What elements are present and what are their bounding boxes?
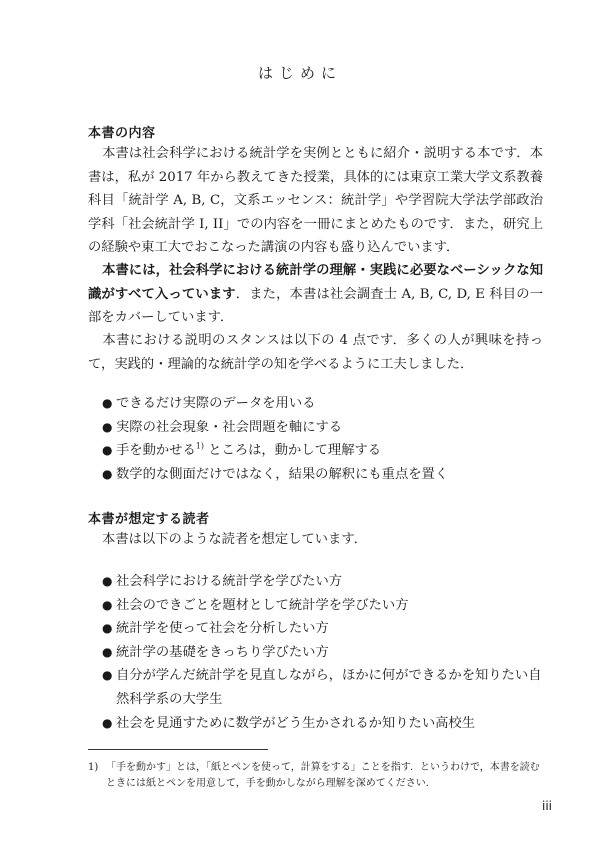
bullet-icon: ● — [102, 644, 113, 659]
paragraph-text: 本書は社会科学における統計学を実例とともに紹介・説明する本です．本書は，私が 2017 年から教えてきた授業，具体的には東京工業大学文系教養科目「統計学 A, B, C，文系エッセンス：統計学」や学習院大学法学部政治学科「社会統計学 I, II」での内容を一冊にまとめたものです．また，研究上の経験や東工大でおこなった講演の内容も盛り込んでいます． — [88, 146, 543, 256]
page-title: はじめに — [257, 64, 342, 82]
list-item: ● 統計学の基礎をきっちり学びたい方 — [102, 641, 542, 665]
readers-list — [102, 570, 542, 735]
bullet-icon: ● — [102, 419, 113, 434]
page-number: iii — [541, 799, 552, 813]
stance-list — [102, 392, 542, 486]
bullet-icon: ● — [102, 668, 113, 683]
footnote-number: 1) — [88, 762, 99, 773]
bullet-icon: ● — [102, 621, 113, 636]
paragraph-contents-1 — [88, 142, 543, 260]
paragraph-text: 本書は以下のような読者を想定しています． — [102, 532, 367, 547]
list-item: ● 社会を見通すために数学がどう生かされるか知りたい高校生 — [102, 712, 542, 736]
list-item: ● 統計学を使って社会を分析したい方 — [102, 617, 542, 641]
paragraph-text: 本書における説明のスタンスは以下の 4 点です．多くの人が興味を持って，実践的・理論的な統計学の知を学べるように工夫しました． — [88, 333, 543, 372]
footnote-reference[interactable]: 1) — [195, 441, 204, 451]
footnote-divider — [88, 749, 268, 750]
list-item: ● 実際の社会現象・社会問題を軸にする — [102, 416, 542, 440]
footnote-text: 「手を動かす」とは，「紙とペンを使って，計算をする」ことを指す．というわけで，本書を読むときには紙とペンを用意して，手を動かしながら理解を深めてください． — [106, 762, 540, 789]
section-heading-readers: 本書が想定する読者 — [88, 512, 210, 527]
emphasized-text: 本書には，社会科学における統計学の理解・実践に必要なベーシックな知識がすべて入っています — [88, 263, 543, 302]
paragraph-contents-2 — [88, 259, 543, 330]
list-item: ● 社会科学における統計学を学びたい方 — [102, 570, 542, 594]
bullet-icon: ● — [102, 715, 113, 730]
footnote — [88, 760, 543, 792]
bullet-icon: ● — [102, 396, 113, 410]
bullet-icon: ● — [102, 466, 113, 481]
paragraph-readers-1 — [88, 528, 543, 552]
paragraph-contents-3 — [88, 329, 543, 376]
section-heading-contents: 本書の内容 — [88, 126, 156, 141]
paragraph-text: ．また，本書は社会調査士 A, B, C, D, E 科目の一部をカバーしています． — [88, 286, 544, 326]
list-item: ● 手を動かせる$^{1)}$ ところは，動かして理解する — [102, 439, 542, 463]
bullet-icon: ● — [102, 443, 113, 458]
list-item: ● できるだけ実際のデータを用いる — [102, 392, 542, 416]
list-item: ● 社会のできごとを題材として統計学を学びたい方 — [102, 594, 542, 618]
bullet-icon: ● — [102, 597, 113, 612]
list-item: ● 自分が学んだ統計学を見直しながら，ほかに何ができるかを知りたい自然科学系の大学生 — [102, 664, 542, 711]
bullet-icon: ● — [102, 574, 113, 588]
list-item: ● 数学的な側面だけではなく，結果の解釈にも重点を置く — [102, 463, 542, 487]
